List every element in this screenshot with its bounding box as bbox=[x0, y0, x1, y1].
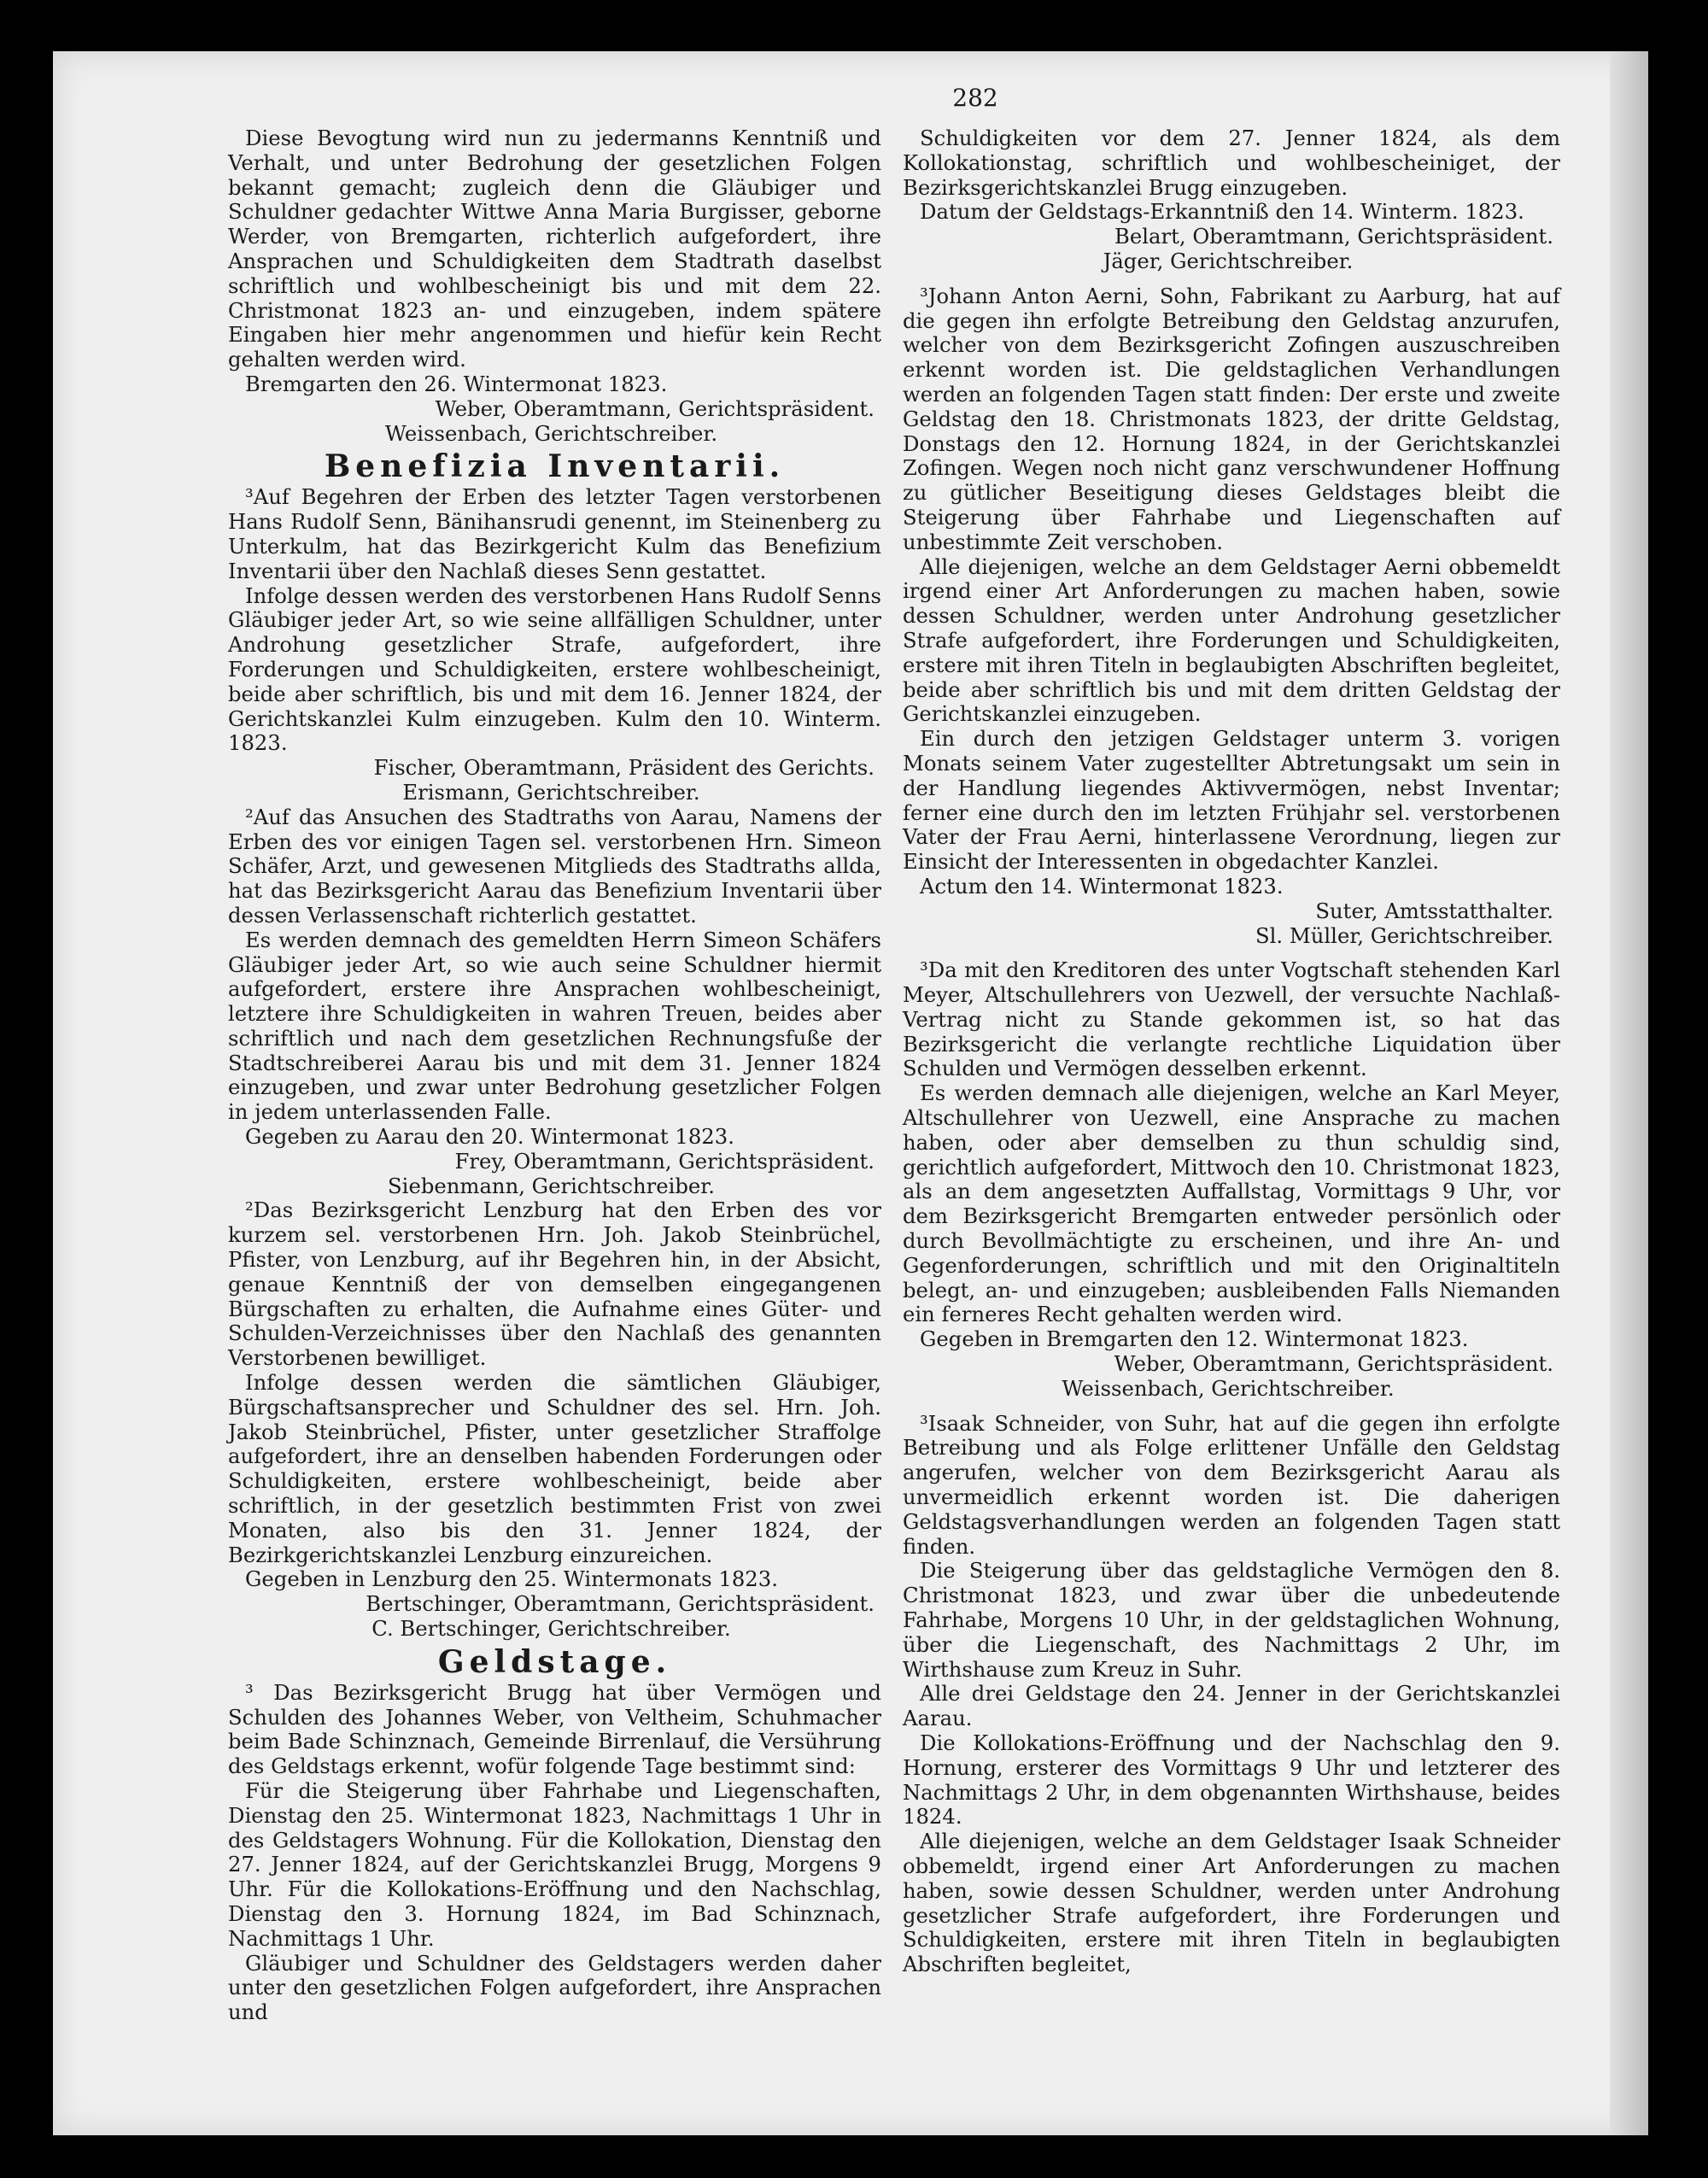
signature-line: Weissenbach, Gerichtschreiber. bbox=[1062, 1375, 1395, 1401]
notice-paragraph: ³Isaak Schneider, von Suhr, hat auf die gegen ihn erfolgte Betreibung und als Folge erlittener Unfälle den Geldstag angerufen, welcher von dem Bezirksgericht Aarau als unvermeidlich erkennt worden ist. Die daherigen Geldstagsverhandlungen werden an folgenden Tagen statt finden. bbox=[903, 1410, 1560, 1559]
notice-paragraph: Infolge dessen werden des verstorbenen Hans Rudolf Senns Gläubiger jeder Art, so wie seine allfälligen Schuldner, unter Androhung gesetzlicher Strafe, aufgefordert, ihre Forderungen und Schuldigkeiten, erstere wohlbescheinigt, beide aber schriftlich, bis und mit dem 16. Jenner 1824, der Gerichtskanzlei Kulm einzugeben. Kulm den 10. Winterm. 1823. bbox=[228, 583, 881, 756]
signature-line: Bertschinger, Oberamtmann, Gerichtspräsident. bbox=[366, 1591, 874, 1617]
notice-paragraph: ³ Das Bezirksgericht Brugg hat über Vermögen und Schulden des Johannes Weber, von Veltheim, Schuhmacher beim Bade Schinznach, Gemeinde Birrenlauf, die Versührung des Geldstags erkennt, wofür folgende Tage bestimmt sind: bbox=[228, 1679, 881, 1779]
notice-paragraph: Ein durch den jetzigen Geldstager unterm 3. vorigen Monats seinem Vater zugestellter Abtretungsakt um sein in der Handlung liegendes Aktivvermögen, nebst Inventar; ferner eine durch den im letzten Frühjahr sel. verstorbenen Vater der Frau Aerni, hinterlassene Verordnung, liegen zur Einsicht der Interessenten in obgedachter Kanzlei. bbox=[903, 726, 1560, 875]
notice-paragraph: ³Johann Anton Aerni, Sohn, Fabrikant zu Aarburg, hat auf die gegen ihn erfolgte Betreibung den Geldstag anzurufen, welcher von dem Bezirksgericht Zofingen auszuschreiben erkennt worden ist. Die geldstaglichen Verhandlungen werden an folgenden Tagen statt finden: Der erste und zweite Geldstag den 18. Christmonats 1823, der dritte Geldstag, Donstags den 12. Hornung 1824, in der Gerichtskanzlei Zofingen. Wegen noch nicht ganz verschwundener Hoffnung zu gütlicher Beseitigung dieses Geldstages bleibt die Steigerung über Fahrhabe und Liegenschaften auf unbestimmte Zeit verschoben. bbox=[903, 283, 1560, 554]
signature-line: C. Bertschinger, Gerichtschreiber. bbox=[371, 1616, 731, 1642]
notice-paragraph: Diese Bevogtung wird nun zu jedermanns Kenntniß und Verhalt, und unter Bedrohung der gesetzlichen Folgen bekannt gemacht; zugleich denn die Gläubiger und Schuldner gedachter Wittwe Anna Maria Burgisser, geborne Werder, von Bremgarten, richterlich aufgefordert, ihre Ansprachen und Schuldigkeiten dem Stadtrath daselbst schriftlich und wohlbescheinigt bis und mit dem 22. Christmonat 1823 an- und einzugeben, indem spätere Eingaben hier mehr angenommen und hiefür kein Recht gehalten werden wird. bbox=[228, 126, 881, 372]
section-spacer bbox=[903, 1402, 1560, 1412]
section-heading: Geldstage. bbox=[437, 1643, 672, 1680]
notice-paragraph: ³Da mit den Kreditoren des unter Vogtschaft stehenden Karl Meyer, Altschullehrers von Uezwell, der versuchte Nachlaß-Vertrag nicht zu Stande gekommen ist, so hat das Bezirksgericht die verlangte rechtliche Liquidation über Schulden und Vermögen desselben erkennt. bbox=[903, 957, 1560, 1081]
notice-paragraph: ²Auf das Ansuchen des Stadtraths von Aarau, Namens der Erben des vor einigen Tagen sel. verstorbenen Hrn. Simeon Schäfer, Arzt, und gewesenen Mitglieds des Stadtraths allda, hat das Bezirksgericht Aarau das Benefizium Inventarii über dessen Verlassenschaft richterlich gestattet. bbox=[228, 804, 881, 928]
signature-line: Jäger, Gerichtschreiber. bbox=[1103, 248, 1354, 273]
left-column bbox=[228, 126, 881, 2025]
notice-paragraph: Infolge dessen werden die sämtlichen Gläubiger, Bürgschaftsansprecher und Schuldner des sel. Hrn. Joh. Jakob Steinbrüchel, Pfister, unter gesetzlicher Straffolge aufgefordert, ihre an denselben habenden Forderungen oder Schuldigkeiten, erstere wohlbescheinigt, beide aber schriftlich, in der gesetzlich bestimmten Frist von zwei Monaten, also bis den 31. Jenner 1824, der Bezirkgerichtskanzlei Lenzburg einzureichen. bbox=[228, 1370, 881, 1567]
page-number: 282 bbox=[952, 84, 998, 112]
notice-paragraph: Alle diejenigen, welche an dem Geldstager Isaak Schneider obbemeldt, irgend einer Art Anforderungen zu machen haben, sowie dessen Schuldner, werden unter Androhung gesetzlicher Strafe aufgefordert, ihre Forderungen und Schuldigkeiten, erstere mit ihren Titeln in beglaubigten Abschriften begleitet, bbox=[903, 1829, 1560, 1977]
notice-paragraph: Gegeben in Lenzburg den 25. Wintermonats 1823. bbox=[245, 1566, 778, 1592]
notice-paragraph: Schuldigkeiten vor dem 27. Jenner 1824, als dem Kollokationstag, schriftlich und wohlbescheiniget, der Bezirksgerichtskanzlei Brugg einzugeben. bbox=[903, 126, 1560, 200]
newspaper-page bbox=[53, 51, 1648, 2135]
signature-line: Weissenbach, Gerichtschreiber. bbox=[384, 420, 718, 446]
notice-paragraph: Datum der Geldstags-Erkanntniß den 14. Winterm. 1823. bbox=[920, 199, 1524, 225]
right-column bbox=[903, 126, 1560, 1977]
notice-paragraph: Für die Steigerung über Fahrhabe und Liegenschaften, Dienstag den 25. Wintermonat 1823, Nachmittags 1 Uhr in des Geldstagers Wohnung. Für die Kollokation, Dienstag den 27. Jenner 1824, auf der Gerichtskanzlei Brugg, Morgens 9 Uhr. Für die Kollokations-Eröffnung und den Nachschlag, Dienstag den 3. Hornung 1824, im Bad Schinznach, Nachmittags 1 Uhr. bbox=[228, 1778, 881, 1951]
page-gutter bbox=[1610, 51, 1648, 2135]
signature-line: Suter, Amtsstatthalter. bbox=[1315, 898, 1553, 923]
signature-line: Erismann, Gerichtschreiber. bbox=[402, 779, 700, 805]
notice-paragraph: Die Kollokations-Eröffnung und der Nachschlag den 9. Hornung, ersterer des Vormittags 9 Uhr und letzterer des Nachmittags 2 Uhr, in dem obgenannten Wirthshause, beides 1824. bbox=[903, 1730, 1560, 1830]
notice-paragraph: Es werden demnach alle diejenigen, welche an Karl Meyer, Altschullehrer von Uezwell, eine Ansprache zu machen haben, oder aber demselben zu thun schuldig sind, gerichtlich aufgefordert, Mittwoch den 10. Christmonat 1823, als an dem angesetzten Auffallstag, Vormittags 9 Uhr, vor dem Bezirksgericht Bremgarten entweder persönlich oder durch Bevollmächtigte zu erscheinen, und ihre An- und Gegenforderungen, schriftlich und mit den Originaltiteln belegt, an- und einzugeben; ausbleibenden Falls Niemanden ein ferneres Recht gehalten werden wird. bbox=[903, 1080, 1560, 1327]
notice-paragraph: Bremgarten den 26. Wintermonat 1823. bbox=[245, 371, 668, 396]
section-heading: Benefizia Inventarii. bbox=[324, 448, 786, 485]
signature-line: Weber, Oberamtmann, Gerichtspräsident. bbox=[1114, 1351, 1553, 1377]
section-spacer bbox=[903, 274, 1560, 284]
notice-paragraph: Gegeben zu Aarau den 20. Wintermonat 1823. bbox=[245, 1124, 734, 1150]
signature-line: Belart, Oberamtmann, Gerichtspräsident. bbox=[1114, 224, 1553, 249]
notice-paragraph: Gläubiger und Schuldner des Geldstagers werden daher unter den gesetzlichen Folgen aufgefordert, ihre Ansprachen und bbox=[228, 1950, 881, 2025]
notice-paragraph: Die Steigerung über das geldstagliche Vermögen den 8. Christmonat 1823, und zwar über die unbedeutende Fahrhabe, Morgens 10 Uhr, in der geldstaglichen Wohnung, über die Liegenschaft, des Nachmittags 2 Uhr, im Wirthshause zum Kreuz in Suhr. bbox=[903, 1558, 1560, 1682]
notice-paragraph: Es werden demnach des gemeldten Herrn Simeon Schäfers Gläubiger jeder Art, so wie auch seine Schuldner hiermit aufgefordert, erstere ihre Ansprachen wohlbescheinigt, letztere ihre Schuldigkeiten in wahren Treuen, beides aber schriftlich und nach dem gesetzlichen Rechnungsfuße der Stadtschreiberei Aarau bis und mit dem 31. Jenner 1824 einzugeben, und zwar unter Bedrohung gesetzlicher Folgen in jedem unterlassenden Falle. bbox=[228, 927, 881, 1125]
notice-paragraph: ³Auf Begehren der Erben des letzter Tagen verstorbenen Hans Rudolf Senn, Bänihansrudi genennt, im Steinenberg zu Unterkulm, hat das Bezirkgericht Kulm das Benefizium Inventarii über den Nachlaß dieses Senn gestattet. bbox=[228, 484, 881, 583]
notice-paragraph: Gegeben in Bremgarten den 12. Wintermonat 1823. bbox=[920, 1326, 1469, 1352]
notice-paragraph: Alle drei Geldstage den 24. Jenner in der Gerichtskanzlei Aarau. bbox=[903, 1681, 1560, 1731]
signature-line: Weber, Oberamtmann, Gerichtspräsident. bbox=[435, 395, 874, 421]
signature-line: Fischer, Oberamtmann, Präsident des Gerichts. bbox=[373, 755, 874, 781]
notice-paragraph: Actum den 14. Wintermonat 1823. bbox=[920, 873, 1284, 899]
signature-line: Siebenmann, Gerichtschreiber. bbox=[388, 1173, 715, 1198]
signature-line: Sl. Müller, Gerichtschreiber. bbox=[1255, 922, 1553, 948]
notice-paragraph: ²Das Bezirksgericht Lenzburg hat den Erben des vor kurzem sel. verstorbenen Hrn. Joh. Jakob Steinbrüchel, Pfister, von Lenzburg, auf ihr Begehren hin, in der Absicht, genaue Kenntniß der von demselben eingegangenen Bürgschaften zu erhalten, die Aufnahme eines Güter- und Schulden-Verzeichnisses über den Nachlaß des genannten Verstorbenen bewilliget. bbox=[228, 1197, 881, 1371]
signature-line: Frey, Oberamtmann, Gerichtspräsident. bbox=[454, 1148, 874, 1174]
notice-paragraph: Alle diejenigen, welche an dem Geldstager Aerni obbemeldt irgend einer Art Anforderungen zu machen haben, sowie dessen Schuldner, werden unter Androhung gesetzlicher Strafe aufgefordert, ihre Forderungen und Schuldigkeiten, erstere mit ihren Titeln in beglaubigten Abschriften begleitet, beide aber schriftlich bis und mit dem dritten Geldstag der Gerichtskanzlei einzugeben. bbox=[903, 553, 1560, 727]
